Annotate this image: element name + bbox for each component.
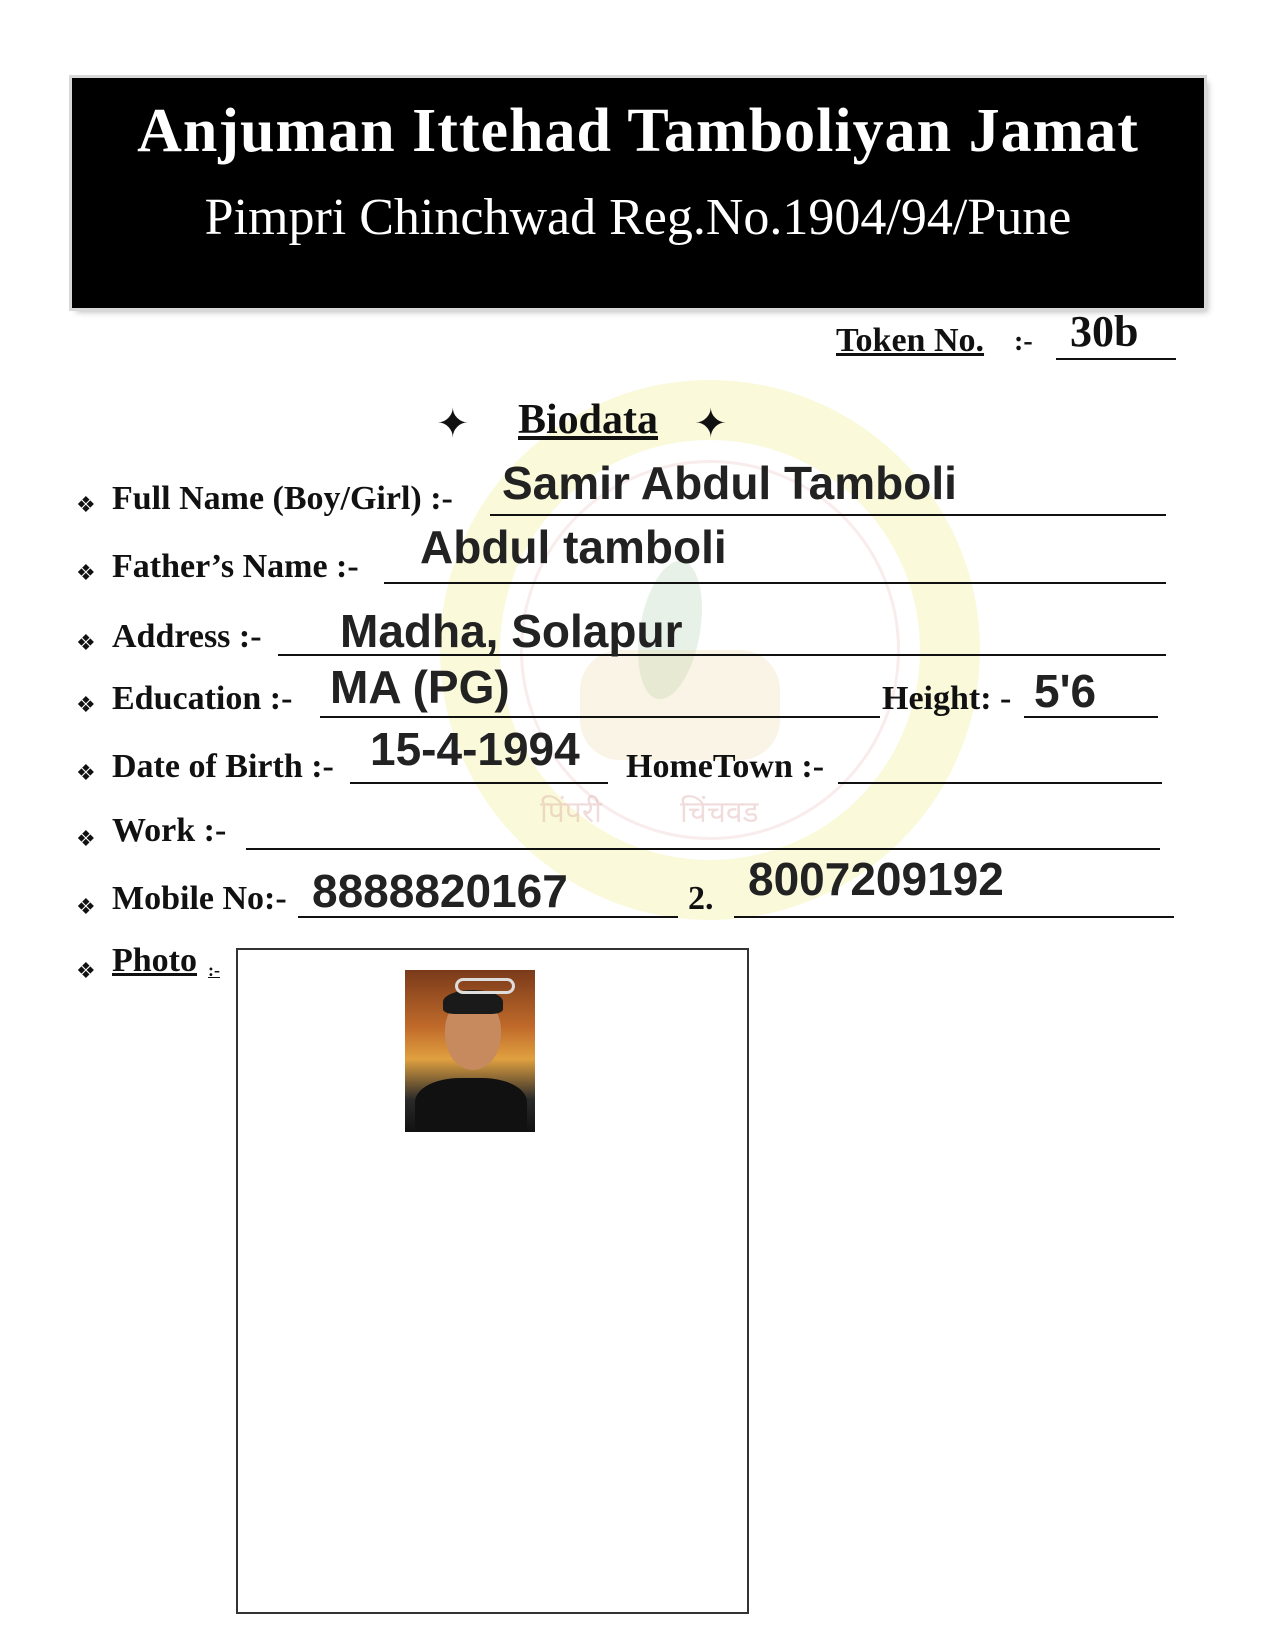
watermark-handshake (580, 650, 780, 760)
mobile2-value[interactable]: 8007209192 (748, 853, 1004, 905)
applicant-photo (405, 970, 535, 1132)
education-value[interactable]: MA (PG) (330, 661, 510, 713)
biodata-heading: Biodata (518, 397, 659, 443)
bullet-icon: ❖ (76, 826, 96, 851)
mobile-label: Mobile No:- (112, 880, 287, 917)
token-value[interactable]: 30b (1070, 307, 1139, 356)
address-label: Address :- (112, 618, 262, 655)
dob-line (350, 782, 608, 784)
photo-separator: :- (208, 960, 220, 980)
photo-shirt (415, 1078, 527, 1132)
education-line (320, 716, 880, 718)
education-label: Education :- (112, 680, 293, 717)
father-name-value[interactable]: Abdul tamboli (420, 521, 727, 573)
star-left-icon: ✦ (436, 401, 470, 446)
hometown-line (838, 782, 1162, 784)
star-right-icon: ✦ (694, 401, 728, 446)
token-separator: :- (1014, 326, 1033, 357)
mobile2-label: 2. (688, 880, 714, 917)
photo-sunglasses (455, 978, 515, 994)
token-label: Token No. (836, 322, 985, 359)
hometown-label: HomeTown :- (626, 748, 825, 785)
mobile2-line (734, 916, 1174, 918)
father-name-label: Father’s Name :- (112, 548, 359, 585)
full-name-value[interactable]: Samir Abdul Tamboli (502, 457, 957, 509)
header-banner (72, 78, 1204, 308)
dob-label: Date of Birth :- (112, 748, 334, 785)
bullet-icon: ❖ (76, 630, 96, 655)
watermark-text-left: पिंपरी (540, 796, 602, 829)
bullet-icon: ❖ (76, 560, 96, 585)
watermark-text-right: चिंचवड (680, 796, 759, 829)
height-label: Height: - (882, 680, 1012, 717)
bullet-icon: ❖ (76, 958, 96, 983)
father-name-line (384, 582, 1166, 584)
bullet-icon: ❖ (76, 894, 96, 919)
bullet-icon: ❖ (76, 492, 96, 517)
org-title: Anjuman Ittehad Tamboliyan Jamat (137, 97, 1139, 165)
dob-value[interactable]: 15-4-1994 (370, 723, 580, 775)
bullet-icon: ❖ (76, 692, 96, 717)
full-name-line (490, 514, 1166, 516)
height-value[interactable]: 5'6 (1034, 665, 1097, 717)
work-label: Work :- (112, 812, 227, 849)
org-subtitle: Pimpri Chinchwad Reg.No.1904/94/Pune (204, 189, 1072, 246)
work-line (246, 848, 1160, 850)
photo-label: Photo (112, 942, 197, 979)
bullet-icon: ❖ (76, 760, 96, 785)
address-value[interactable]: Madha, Solapur (340, 605, 683, 657)
full-name-label: Full Name (Boy/Girl) :- (112, 480, 453, 517)
mobile-value[interactable]: 8888820167 (312, 865, 568, 917)
token-line (1056, 358, 1176, 360)
